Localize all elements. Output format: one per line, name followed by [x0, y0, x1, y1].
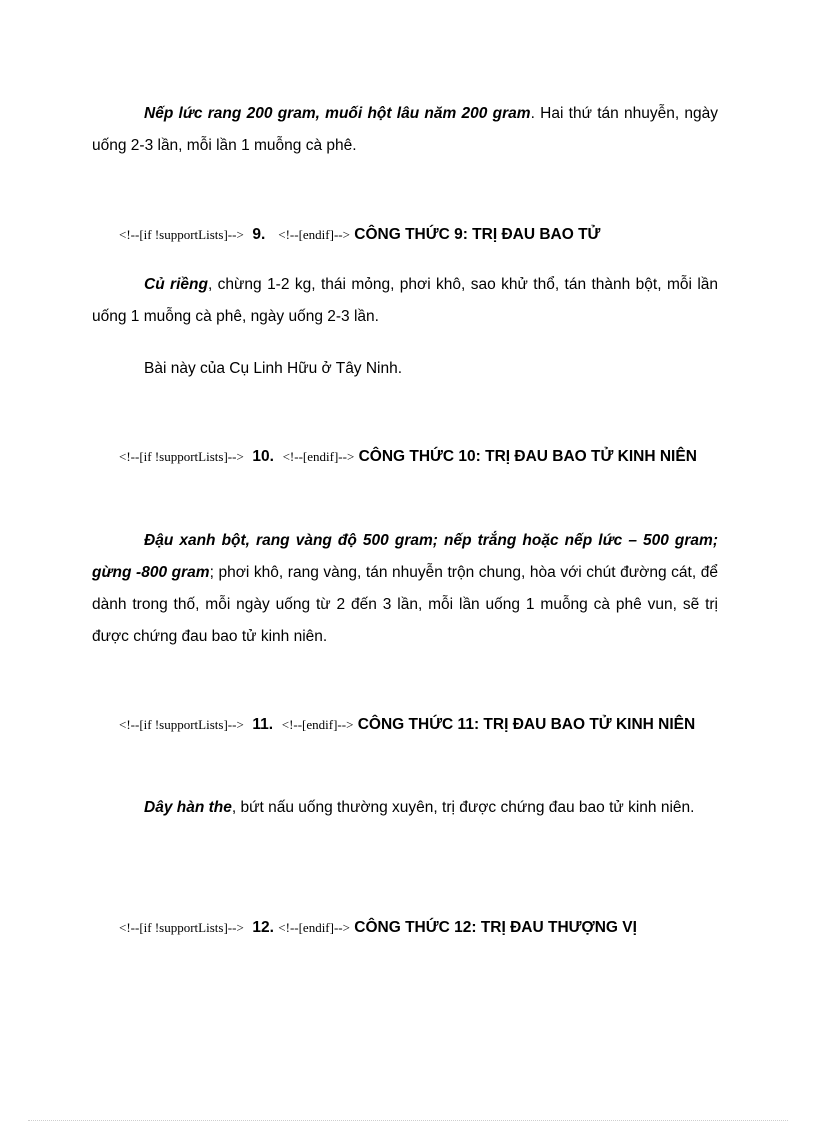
html-comment-endif: <!--[endif]-->: [282, 449, 355, 464]
heading-cong-thuc-11: [119, 709, 744, 741]
ingredient-bold: Dây hàn the: [144, 799, 232, 816]
ingredient-bold: Nếp lức rang 200 gram, muối hột lâu năm 200 gram: [144, 105, 531, 122]
html-comment-endif: <!--[endif]-->: [278, 227, 350, 242]
heading-title: CÔNG THỨC 12: TRỊ ĐAU THƯỢNG VỊ: [354, 919, 637, 936]
html-comment-if: <!--[if !supportLists]-->: [119, 717, 244, 732]
html-comment-if: <!--[if !supportLists]-->: [119, 449, 244, 464]
list-number: 10.: [252, 448, 274, 465]
list-number: 12.: [252, 919, 274, 936]
paragraph-day-han-the: [92, 792, 718, 824]
heading-cong-thuc-9: [119, 219, 744, 251]
paragraph-dau-xanh: [92, 525, 718, 653]
heading-cong-thuc-12: [119, 912, 744, 944]
paragraph-text: ; phơi khô, rang vàng, tán nhuyễn trộn chung, hòa với chút đường cát, để dành trong thố, mỗi ngày uống từ 2 đến 3 lần, mỗi lần uống 1 muỗng cà phê vun, sẽ trị được chứng đau bao tử kinh niên.: [92, 564, 718, 645]
paragraph-text: , bứt nấu uống thường xuyên, trị được chứng đau bao tử kinh niên.: [231, 799, 695, 816]
paragraph-cu-rieng: [92, 269, 718, 333]
html-comment-endif: <!--[endif]-->: [281, 717, 354, 732]
paragraph-text: , chừng 1-2 kg, thái mỏng, phơi khô, sao khử thổ, tán thành bột, mỗi lần uống 1 muỗng cà phê, ngày uống 2-3 lần.: [92, 276, 718, 325]
page-bottom-divider: [28, 1120, 788, 1121]
list-number: 11.: [252, 716, 274, 733]
heading-title: CÔNG THỨC 10: TRỊ ĐAU BAO TỬ KINH NIÊN: [358, 448, 697, 465]
ingredient-bold: Củ riềng: [144, 276, 208, 293]
html-comment-if: <!--[if !supportLists]-->: [119, 920, 244, 935]
paragraph-source-note: Bài này của Cụ Linh Hữu ở Tây Ninh.: [144, 360, 403, 377]
heading-title: CÔNG THỨC 11: TRỊ ĐAU BAO TỬ KINH NIÊN: [357, 716, 696, 733]
paragraph-text: . Hai thứ tán nhuyễn, ngày uống 2-3 lần, mỗi lần 1 muỗng cà phê.: [92, 105, 719, 154]
heading-cong-thuc-10: [119, 441, 744, 473]
ingredient-bold: Đậu xanh bột, rang vàng độ 500 gram; nếp trắng hoặc nếp lức – 500 gram; gừng -800 gram: [92, 532, 718, 581]
html-comment-if: <!--[if !supportLists]-->: [119, 227, 244, 242]
paragraph-nep-luc: [92, 98, 718, 162]
heading-title: CÔNG THỨC 9: TRỊ ĐAU BAO TỬ: [354, 226, 601, 243]
list-number: 9.: [252, 226, 266, 243]
html-comment-endif: <!--[endif]-->: [278, 920, 350, 935]
